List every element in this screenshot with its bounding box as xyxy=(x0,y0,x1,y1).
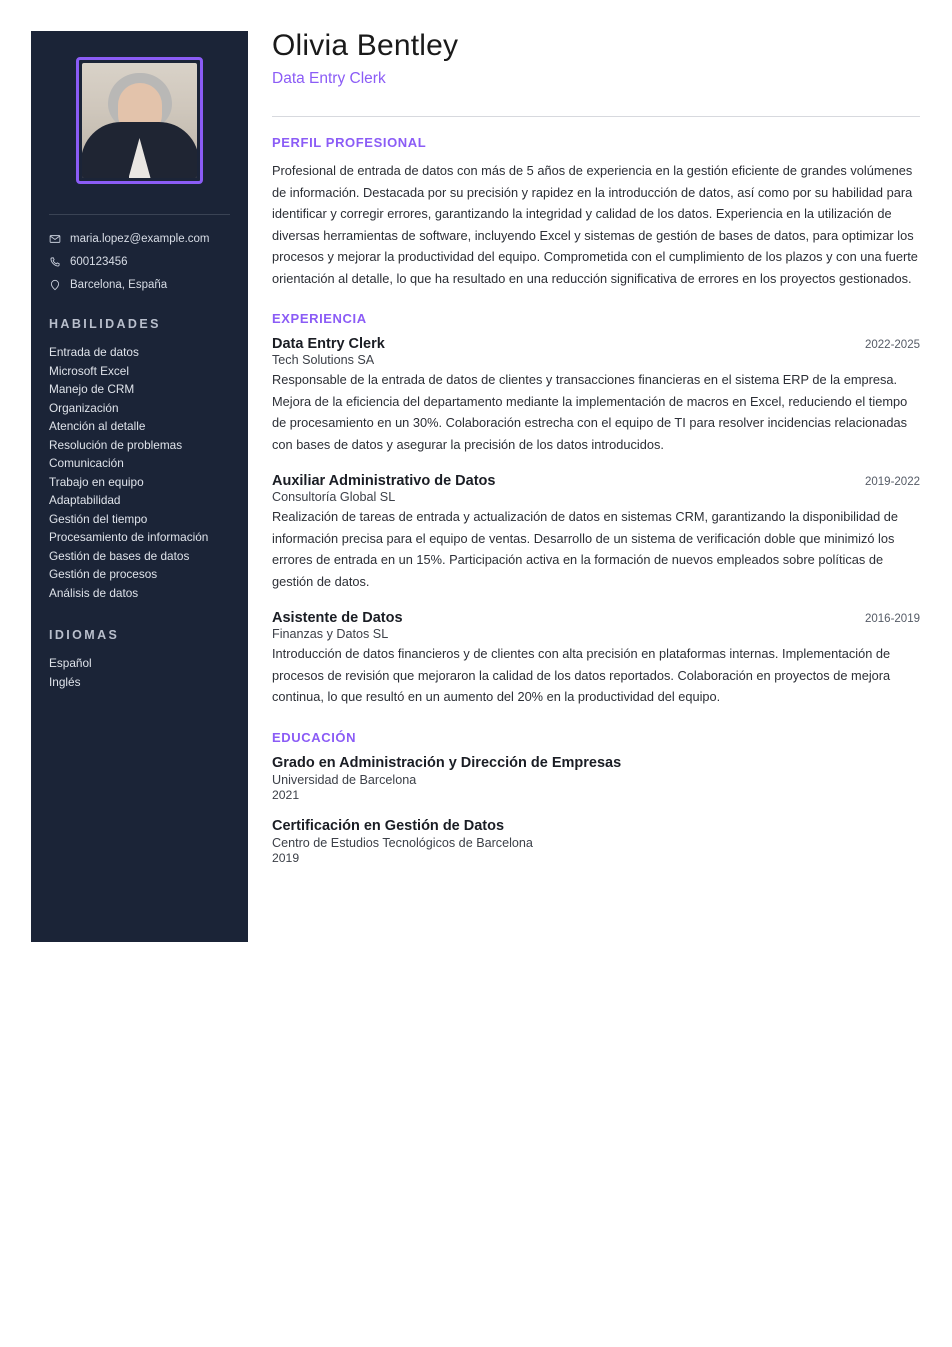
education-section-title: EDUCACIÓN xyxy=(272,729,357,745)
list-item: Atención al detalle xyxy=(49,419,146,433)
list-item: Organización xyxy=(49,400,119,415)
list-item: Español xyxy=(49,656,92,670)
contact-phone xyxy=(49,256,230,268)
experience-item xyxy=(272,610,920,708)
list-item: Gestión de bases de datos xyxy=(49,548,190,563)
education-degree: Certificación en Gestión de Datos xyxy=(272,817,505,834)
profile-text: Profesional de entrada de datos con más de 5 años de experiencia en la gestión eficiente de grandes volúmenes de información. Destacada por su precisión y rapidez en la introducción de datos, así como por su habilidad para identificar y corregir errores, garantizando la integridad y calidad de los datos. Experiencia en la utilización de diversas herramientas de software, incluyendo Excel y sistemas de gestión de bases de datos, para optimizar los procesos y mejorar la productividad del equipo. Comprometida con el cumplimiento de los plazos y con una fuerte orientación al detalle, lo que ha resultado en una reducción significativa de errores en los proyectos gestionados. xyxy=(272,163,918,286)
list-item: Trabajo en equipo xyxy=(49,474,144,489)
experience-company: Tech Solutions SA xyxy=(272,353,375,367)
education-degree: Grado en Administración y Dirección de Empresas xyxy=(272,754,622,771)
list-item: Entrada de datos xyxy=(49,345,139,359)
experience-item xyxy=(272,473,920,592)
list-item: Análisis de datos xyxy=(49,585,139,600)
list-item: Inglés xyxy=(49,674,81,689)
languages-heading: IDIOMAS xyxy=(49,628,120,642)
experience-position: Auxiliar Administrativo de Datos xyxy=(272,473,496,489)
education-school: Universidad de Barcelona xyxy=(272,772,417,787)
education-year: 2019 xyxy=(272,850,300,865)
list-item: Resolución de problemas xyxy=(49,437,183,452)
envelope-icon xyxy=(49,233,61,245)
list-item: Comunicación xyxy=(49,456,124,470)
main-content xyxy=(272,26,920,881)
list-item: Adaptabilidad xyxy=(49,493,121,507)
experience-section-title: EXPERIENCIA xyxy=(272,311,367,326)
skills-list xyxy=(49,343,230,602)
list-item: Procesamiento de información xyxy=(49,530,209,544)
list-item: Gestión del tiempo xyxy=(49,511,148,526)
section-education xyxy=(272,730,920,865)
experience-description: Introducción de datos financieros y de clientes con alta precisión en plataformas internas. Implementación de procesos de revisión que mejoraron la calidad de los datos reportados. Colaboración en proyectos de mejora continua, lo que resultó en un aumento del 20% en la productividad del equipo. xyxy=(272,646,891,704)
list-item: Microsoft Excel xyxy=(49,363,129,378)
experience-company: Consultoría Global SL xyxy=(272,490,396,504)
experience-item-head xyxy=(272,610,920,626)
education-item xyxy=(272,755,920,802)
education-school: Centro de Estudios Tecnológicos de Barcelona xyxy=(272,835,533,850)
experience-item-head xyxy=(272,473,920,489)
sidebar-divider xyxy=(49,214,230,215)
experience-description: Realización de tareas de entrada y actualización de datos en sistemas CRM, garantizando la disponibilidad de información precisa para el equipo de ventas. Desarrollo de un sistema de verificación doble que minimizó los errores de entrada en un 15%. Participación activa en la formación de nuevos empleados sobre políticas de gestión de datos. xyxy=(272,509,898,589)
contact-location xyxy=(49,279,230,291)
header-divider xyxy=(272,116,920,117)
contact-email xyxy=(49,233,230,245)
phone-icon xyxy=(49,256,61,268)
experience-dates: 2022-2025 xyxy=(865,339,920,351)
experience-company: Finanzas y Datos SL xyxy=(272,627,389,641)
contact-location-value: Barcelona, España xyxy=(70,279,168,291)
avatar xyxy=(76,57,203,184)
location-pin-icon xyxy=(49,279,61,291)
education-year: 2021 xyxy=(272,787,300,802)
section-profile xyxy=(272,135,920,289)
skills-heading: HABILIDADES xyxy=(49,317,161,331)
contact-email-value: maria.lopez@example.com xyxy=(70,233,210,245)
experience-dates: 2016-2019 xyxy=(865,613,920,625)
list-item: Manejo de CRM xyxy=(49,382,135,396)
list-item: Gestión de procesos xyxy=(49,567,158,581)
education-item xyxy=(272,818,920,865)
contact-phone-value: 600123456 xyxy=(70,256,128,268)
page-title: Olivia Bentley xyxy=(272,29,459,62)
experience-dates: 2019-2022 xyxy=(865,476,920,488)
section-experience xyxy=(272,311,920,708)
languages-list xyxy=(49,654,230,691)
experience-position: Asistente de Datos xyxy=(272,610,403,626)
experience-position: Data Entry Clerk xyxy=(272,336,385,352)
profile-section-title: PERFIL PROFESIONAL xyxy=(272,135,427,150)
experience-item-head xyxy=(272,336,920,352)
sidebar xyxy=(31,31,248,942)
job-role-subtitle: Data Entry Clerk xyxy=(272,70,386,87)
experience-item xyxy=(272,336,920,455)
experience-description: Responsable de la entrada de datos de clientes y transacciones financieras en el sistema ERP de la empresa. Mejora de la eficiencia del departamento mediante la implementación de macros en Excel, reduciendo el tiempo de procesamiento en un 30%. Colaboración estrecha con el equipo de TI para resolver incidencias relacionadas con bases de datos y asegurar la precisión de los datos introducidos. xyxy=(272,372,908,452)
profile-photo xyxy=(82,63,197,178)
